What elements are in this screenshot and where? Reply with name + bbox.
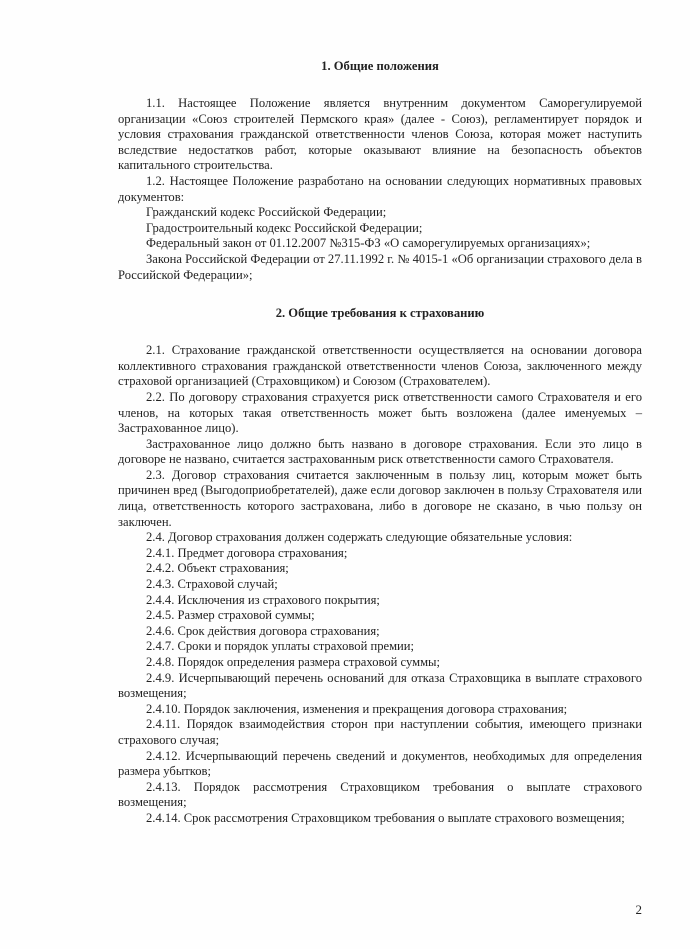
paragraph-insured: Застрахованное лицо должно быть названо в договоре страхования. Если это лицо в договоре не названо, считается застрахованным риск ответственности самого Страхователя. — [118, 436, 642, 467]
condition-item: 2.4.10. Порядок заключения, изменения и прекращения договора страхования; — [146, 701, 568, 716]
condition-item: 2.4.11. Порядок взаимодействия сторон при наступлении события, имеющего признаки страхового случая; — [118, 717, 642, 747]
condition-item: 2.4.14. Срок рассмотрения Страховщиком требования о выплате страхового возмещения; — [146, 810, 625, 825]
paragraph-2-2: 2.2. По договору страхования страхуется риск ответственности самого Страхователя и его членов, на которых такая ответственность может быть возложена (далее именуемых – Застрахованное лицо). — [118, 389, 642, 436]
paragraph-2-3: 2.3. Договор страхования считается заключенным в пользу лиц, которым может быть причинен вред (Выгодоприобретателей), даже если договор заключен в пользу Страхователя или лица, ответственность которого застрахована, либо в договоре не сказано, в чью пользу он заключен. — [118, 467, 642, 529]
section-1-heading: 1. Общие положения — [321, 59, 439, 73]
condition-item: 2.4.8. Порядок определения размера страховой суммы; — [146, 655, 441, 669]
source-item: Градостроительный кодекс Российской Федерации; — [146, 220, 423, 235]
condition-item: 2.4.9. Исчерпывающий перечень оснований для отказа Страховщика в выплате страхового возмещения; — [118, 670, 642, 701]
condition-item: 2.4.7. Сроки и порядок уплаты страховой премии; — [146, 639, 415, 654]
condition-item: 2.4.3. Страховой случай; — [146, 577, 278, 592]
condition-item: 2.4.5. Размер страховой суммы; — [146, 608, 315, 623]
paragraph-2-1: 2.1. Страхование гражданской ответственности осуществляется на основании договора коллективного страхования гражданской ответственности членов Союза, заключенного между страховой организацией (Страховщиком) и Союзом (Страхователем). — [118, 343, 642, 389]
condition-item: 2.4.6. Срок действия договора страхования; — [146, 623, 380, 638]
condition-item: 2.4.2. Объект страхования; — [146, 561, 289, 576]
source-item: Федеральный закон от 01.12.2007 №315-ФЗ «О саморегулируемых организациях»; — [146, 236, 591, 251]
condition-item: 2.4.12. Исчерпывающий перечень сведений и документов, необходимых для определения размера убытков; — [118, 748, 642, 779]
condition-item: 2.4.1. Предмет договора страхования; — [146, 545, 348, 560]
document-body — [118, 58, 642, 827]
paragraph-1-1: 1.1. Настоящее Положение является внутренним документом Саморегулируемой организации «Союз строителей Пермского края» (далее - Союз), регламентирует порядок и условия страхования гражданской ответственности членов Союза, которая может наступить вследствие недостатков работ, которые оказывают влияние на безопасность объектов капитального строительства. — [118, 96, 642, 173]
page-number: 2 — [635, 902, 642, 917]
condition-item: 2.4.4. Исключения из страхового покрытия; — [146, 592, 380, 607]
paragraph-2-4: 2.4. Договор страхования должен содержать следующие обязательные условия: — [146, 530, 573, 545]
source-item-law: Закона Российской Федерации от 27.11.1992 г. № 4015-1 «Об организации страхового дела в Российской Федерации»; — [118, 251, 642, 282]
condition-item: 2.4.13. Порядок рассмотрения Страховщиком требования о выплате страхового возмещения; — [118, 779, 642, 810]
section-2-heading: 2. Общие требования к страхованию — [275, 306, 485, 321]
paragraph-1-2: 1.2. Настоящее Положение разработано на основании следующих нормативных правовых документов: — [118, 173, 642, 204]
source-item: Гражданский кодекс Российской Федерации; — [146, 205, 387, 220]
